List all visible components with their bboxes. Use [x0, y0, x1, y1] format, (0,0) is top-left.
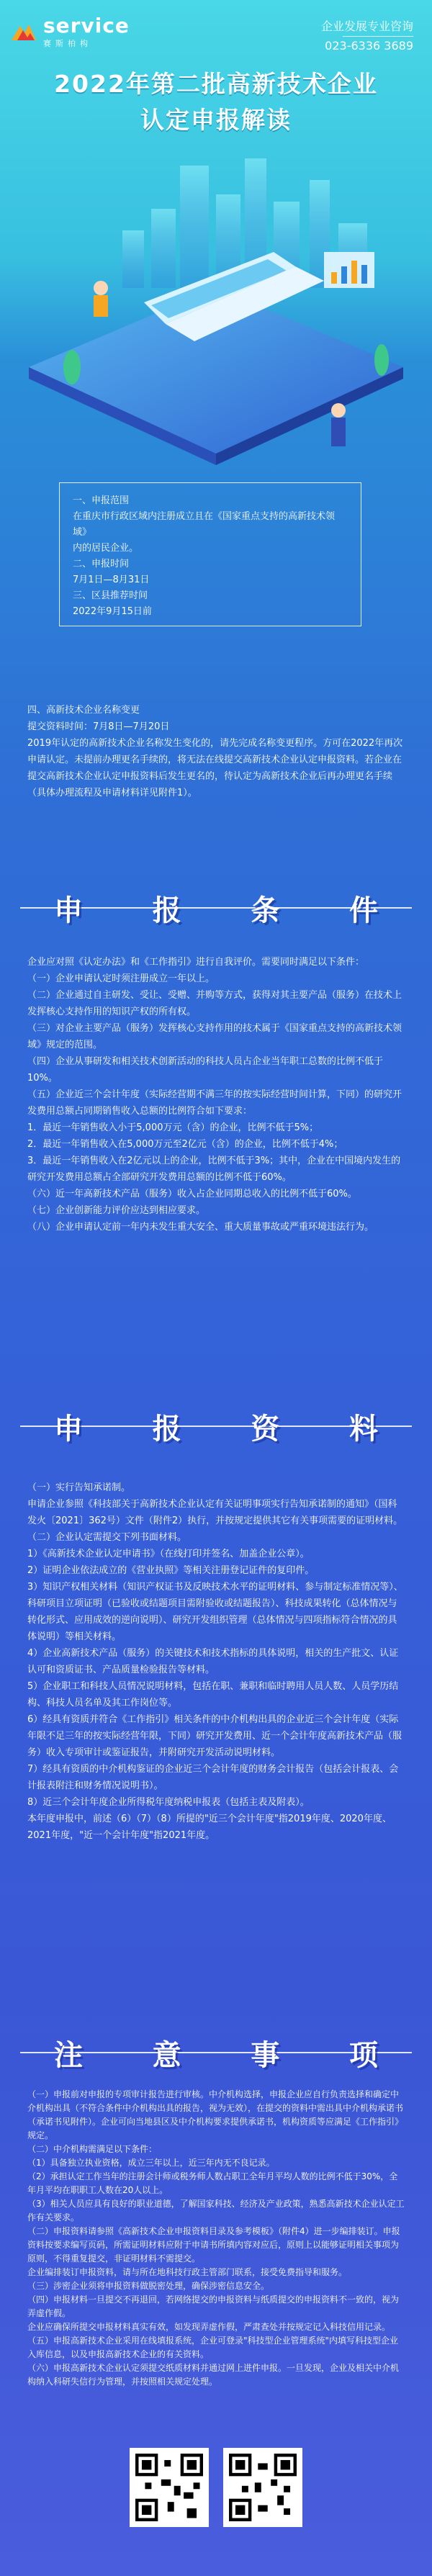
paragraph: （二）企业认定需提交下列书面材料。: [27, 1532, 187, 1543]
info-line: 二、申报时间: [73, 559, 130, 569]
paragraph: （3）相关人员应具有良好的职业道德，了解国家科技、经济及产业政策，熟悉高新技术企业认定工作有关要求。: [27, 2199, 405, 2223]
paragraph: （二）企业通过自主研发、受让、受赠、并购等方式，获得对其主要产品（服务）在技术上发挥核心支持作用的知识产权的所有权。: [27, 990, 402, 1017]
page-title: [0, 66, 432, 138]
paragraph: （三）对企业主要产品（服务）发挥核心支持作用的技术属于《国家重点支持的高新技术领域》规定的范围。: [27, 1023, 402, 1050]
contact-phone[interactable]: 023-6336 3689: [325, 39, 413, 53]
banner-char: 申: [54, 894, 83, 927]
banner-char: 报: [152, 1413, 181, 1446]
name-change-section: [27, 702, 405, 801]
paragraph: 2．最近一年销售收入在5,000万元至2亿元（含）的企业，比例不低于4%；: [27, 1139, 343, 1150]
brand-name: service: [43, 14, 130, 37]
info-line: 7月1日—8月31日: [73, 575, 150, 585]
info-line: 三、区县推荐时间: [73, 590, 148, 601]
contact-block: [321, 19, 413, 54]
paragraph: （五）企业近三个会计年度（实际经营期不满三年的按实际经营时间计算，下同）的研究开发费用总额占同期销售收入总额的比例符合如下要求：: [27, 1089, 402, 1117]
paragraph: 企业编排装订申报资料，请与所在地科技行政主管部门联系，接受免费指导和服务。: [27, 2267, 348, 2277]
notes-section: [27, 2088, 405, 2389]
banner-char: 件: [348, 894, 378, 927]
paragraph: （一）企业申请认定时须注册成立一年以上。: [27, 973, 215, 984]
banner-char: 项: [348, 2039, 378, 2072]
paragraph: （四）申报材料一旦提交不再退回，若网络提交的申报资料与纸质提交的申报资料不一致的，视为弄虚作假。: [27, 2294, 400, 2318]
banner-char: 意: [152, 2039, 181, 2072]
paragraph: （三）涉密企业须将申报资料做脱密处理，确保涉密信息安全。: [27, 2281, 270, 2291]
paragraph: 2）证明企业依法成立的《营业执照》等相关注册登记证件的复印件。: [27, 1565, 315, 1576]
brand-logo[interactable]: [10, 16, 130, 49]
paragraph: 企业应确保所提交申报材料真实有效，如发现弄虚作假，严肃查处并按规定记入科技信用记录。: [27, 2322, 391, 2332]
paragraph: 本年度申报中，前述（6）（7）（8）所提的"近三个会计年度"指2019年度、2020年度、2021年度，"近一个会计年度"指2021年度。: [27, 1814, 392, 1841]
paragraph: （一）申报前对申报的专项审计报告进行审核。中介机构选择，申报企业应自行负责选择和确定中介机构出具（不符合条件中介机构出具的报告，视为无效），在提交的资料中需出具中介机构承诺书（承诺书见附件）。企业可向当地县区及中介机构要求提供承诺书，机构资质等应满足《工作指引》规定。: [27, 2089, 404, 2140]
contact-divider: [343, 36, 413, 37]
materials-section: [27, 1480, 405, 1844]
info-box: [59, 482, 361, 626]
paragraph: 3．最近一年销售收入在2亿元以上的企业，比例不低于3%；其中，企业在中国境内发生的研究开发费用总额占全部研究开发费用总额的比例不低于60%。: [27, 1156, 401, 1183]
paragraph: （2）承担认定工作当年的注册会计师或税务师人数占职工全年月平均人数的比例不低于30%，全年月平均在职职工人数在20人以上。: [27, 2171, 398, 2195]
banner-conditions: [0, 886, 432, 936]
paragraph: （八）企业申请认定前一年内未发生重大安全、重大质量事故或严重环境违法行为。: [27, 1222, 374, 1233]
paragraph: 4）企业高新技术产品（服务）的关键技术和技术指标的具体说明，相关的生产批文、认证认可和资质证书、产品质量检验报告等材料。: [27, 1648, 399, 1675]
contact-tagline: 企业发展专业咨询: [320, 19, 413, 33]
paragraph: 8）近三个会计年度企业所得税年度纳税申报表（包括主表及附表）。: [27, 1797, 310, 1808]
banner-char: 申: [54, 1413, 83, 1446]
banner-char: 料: [348, 1413, 378, 1446]
banner-char: 报: [152, 894, 181, 927]
paragraph: （一）实行告知承诺制。: [27, 1482, 131, 1493]
banner-materials: [0, 1404, 432, 1454]
paragraph: 申请企业参照《科技部关于高新技术企业认定有关证明事项实行告知承诺制的通知》（国科发火〔2021〕362号）文件（附件2）执行，并按规定提供其它有关事项需要的证明材料。: [27, 1499, 403, 1526]
paragraph: （二）中介机构需满足以下条件：: [27, 2144, 158, 2154]
paragraph: （六）申报高新技术企业认定须提交纸质材料并通过网上进件申报。一旦发现，企业及相关中介机构纳入科研失信行为管理，并按照相关规定处理。: [27, 2363, 400, 2387]
qr-pattern: [229, 2454, 297, 2521]
bar-chart-panel: [324, 252, 374, 288]
title-line-1: 2022年第二批高新技术企业: [54, 70, 378, 98]
qr-pattern: [135, 2454, 203, 2521]
banner-char: 注: [54, 2039, 83, 2072]
paragraph: （六）近一年高新技术产品（服务）收入占企业同期总收入的比例不低于60%。: [27, 1189, 357, 1199]
banner-char: 资: [251, 1413, 280, 1446]
paragraph: 1）《高新技术企业认定申请书》（在线打印并签名、加盖企业公章）。: [27, 1549, 310, 1559]
paragraph: 5）企业职工和科技人员情况说明材料，包括在职、兼职和临时聘用人员人数、人员学历结构、科技人员名单及其工作岗位等。: [27, 1681, 399, 1708]
info-line: 2022年9月15日前: [73, 606, 152, 617]
paragraph: （1）具备独立执业资格，成立三年以上，近三年内无不良记录。: [27, 2158, 275, 2168]
paragraph: 7）经具有资质的中介机构鉴证的企业近三个会计年度的财务会计报告（包括会计报表、会计报表附注和财务情况说明书）。: [27, 1764, 399, 1791]
paragraph: 1．最近一年销售收入小于5,000万元（含）的企业，比例不低于5%；: [27, 1122, 319, 1133]
qr-code-right[interactable]: [223, 2448, 302, 2527]
paragraph: 企业应对照《认定办法》和《工作指引》进行自我评价。需要同时满足以下条件：: [27, 957, 365, 968]
paragraph: （五）申报高新技术企业采用在线填报系统，企业可登录"科技型企业管理系统"内填写科技型企业入库信息，以及申报高新技术企业的有关资料。: [27, 2336, 399, 2359]
paragraph: （四）企业从事研发和相关技术创新活动的科技人员占企业当年职工总数的比例不低于10%。: [27, 1056, 384, 1084]
banner-notes: [0, 2030, 432, 2081]
header: [0, 0, 432, 134]
paragraph: 3）知识产权相关材料（知识产权证书及反映技术水平的证明材料、参与制定标准情况等）、科研项目立项证明（已验收或结题项目需附验收或结题报告）、科技成果转化（总体情况与转化形式、应用成效的逆向说明）、研究开发组织管理（总体情况与四项指标符合情况的具体说明）等相关材料。: [27, 1582, 403, 1642]
paragraph: 2019年认定的高新技术企业名称发生变化的，请先完成名称变更程序。方可在2022年再次申请认定。未提前办理更名手续的，将无法在线提交高新技术企业认定申报资料。若企业在提交高新技术企业认定申报资料后发生更名的，待认定为高新技术企业后再办理更名手续（具体办理流程及申请材料详见附件1）。: [27, 738, 403, 798]
paragraph: （二）申报资料请参照《高新技术企业申报资料目录及参考模板》（附件4）进一步编排装订。申报资料按要求编写页码，所需证明材料应附于申请书所填内容对应后，原则上以能够证明相关事项为原则，不得重复提交，非证明材料不需提交。: [27, 2226, 400, 2264]
brand-mark-icon: [10, 22, 37, 43]
hero-illustration: [0, 151, 432, 526]
conditions-section: [27, 954, 405, 1235]
banner-char: 条: [251, 894, 280, 927]
paragraph: 6）经具有资质并符合《工作指引》相关条件的中介机构出具的企业近三个会计年度（实际年限不足三年的按实际经营年限，下同）研究开发费用、近一个会计年度高新技术产品（服务）收入专项审计或鉴证报告，并附研究开发活动说明材料。: [27, 1714, 402, 1758]
brand-subtitle: 赛斯柏构: [43, 39, 92, 48]
info-line: 一、申报范围: [73, 495, 130, 506]
qr-code-left[interactable]: [130, 2448, 209, 2527]
info-line: 内的居民企业。: [73, 543, 139, 554]
section-heading: 四、高新技术企业名称变更: [27, 705, 140, 716]
paragraph: 提交资料时间：7月8日—7月20日: [27, 721, 170, 732]
title-line-2: 认定申报解读: [140, 106, 292, 134]
info-line: 在重庆市行政区域内注册成立且在《国家重点支持的高新技术领域》: [73, 511, 336, 538]
banner-char: 事: [251, 2039, 280, 2072]
paragraph: （七）企业创新能力评价应达到相应要求。: [27, 1205, 206, 1216]
